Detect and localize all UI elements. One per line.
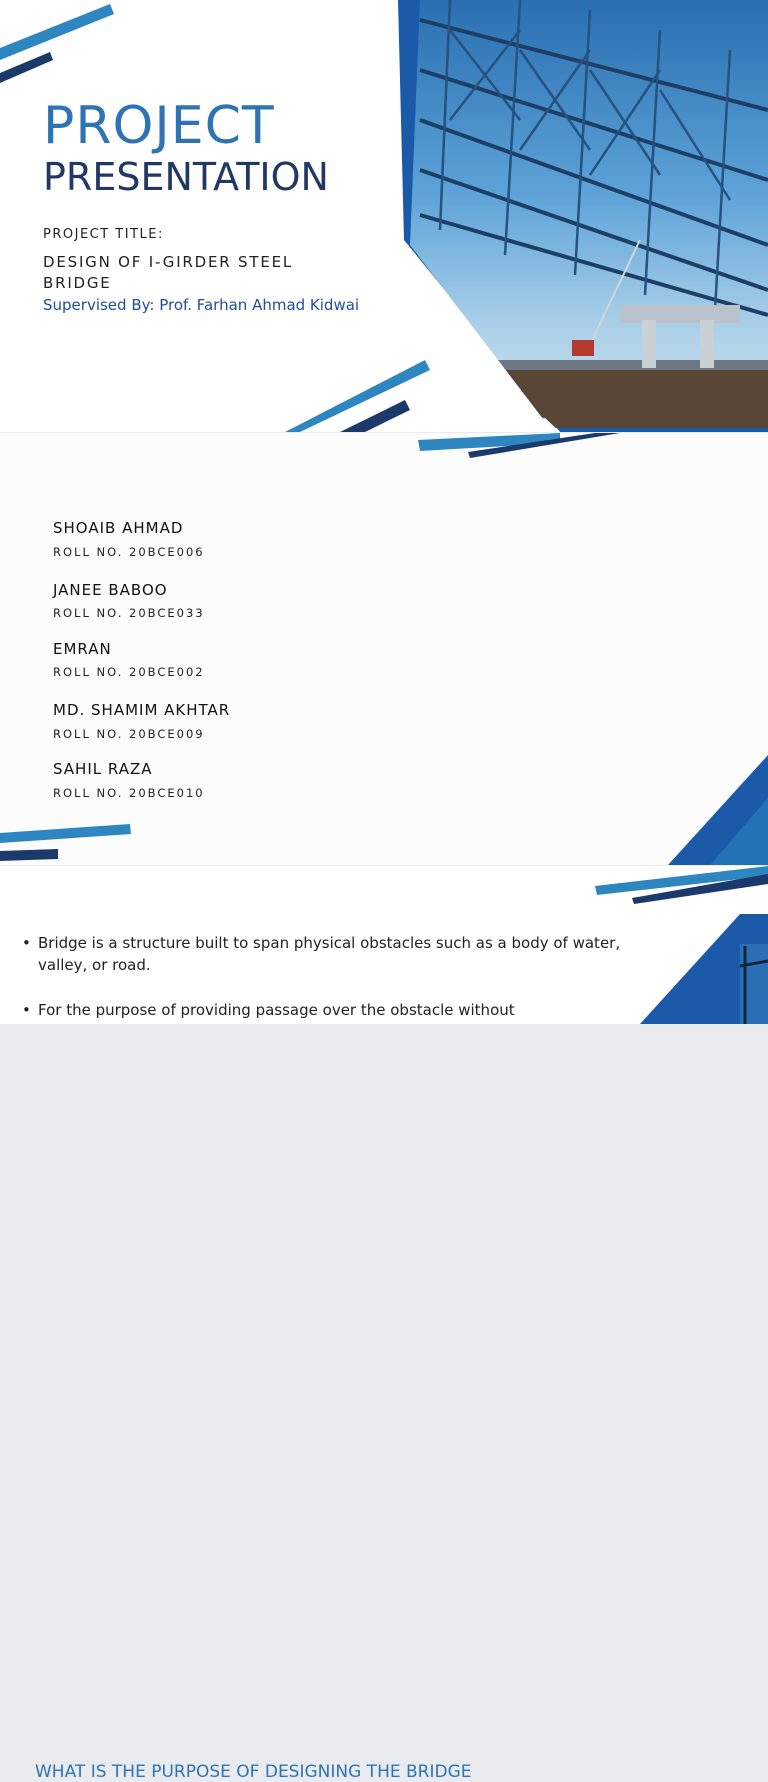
project-title: DESIGN OF I-GIRDER STEEL BRIDGE	[43, 253, 294, 292]
member-roll: ROLL NO. 20BCE006	[53, 545, 205, 559]
slide2-decoration	[0, 433, 768, 865]
slide-purpose	[0, 866, 768, 1782]
slide-title	[0, 0, 768, 432]
member-name: MD. SHAMIM AKHTAR	[53, 701, 231, 719]
member-name: JANEE BABOO	[53, 581, 168, 599]
member-name: EMRAN	[53, 640, 112, 658]
slide1-decoration	[0, 0, 768, 432]
member-name: SHOAIB AHMAD	[53, 519, 184, 537]
member-roll: ROLL NO. 20BCE033	[53, 606, 205, 620]
project-title-label: PROJECT TITLE:	[43, 227, 164, 242]
bridge-photo	[400, 0, 768, 432]
member-roll: ROLL NO. 20BCE009	[53, 727, 205, 741]
title-presentation: PRESENTATION	[43, 155, 329, 199]
member-roll: ROLL NO. 20BCE002	[53, 665, 205, 679]
title-project: PROJECT	[43, 96, 275, 156]
slide-group-members	[0, 433, 768, 865]
supervisor: Supervised By: Prof. Farhan Ahmad Kidwai	[43, 296, 360, 314]
member-name: SAHIL RAZA	[53, 760, 153, 778]
purpose-heading: WHAT IS THE PURPOSE OF DESIGNING THE BRIDGE	[35, 1762, 472, 1782]
member-roll: ROLL NO. 20BCE010	[53, 786, 205, 800]
bullet-item: • For the purpose of providing passage over the obstacle without	[22, 999, 628, 1021]
bullet-item: • Bridge is a structure built to span physical obstacles such as a body of water, valley, or road.	[22, 932, 628, 976]
